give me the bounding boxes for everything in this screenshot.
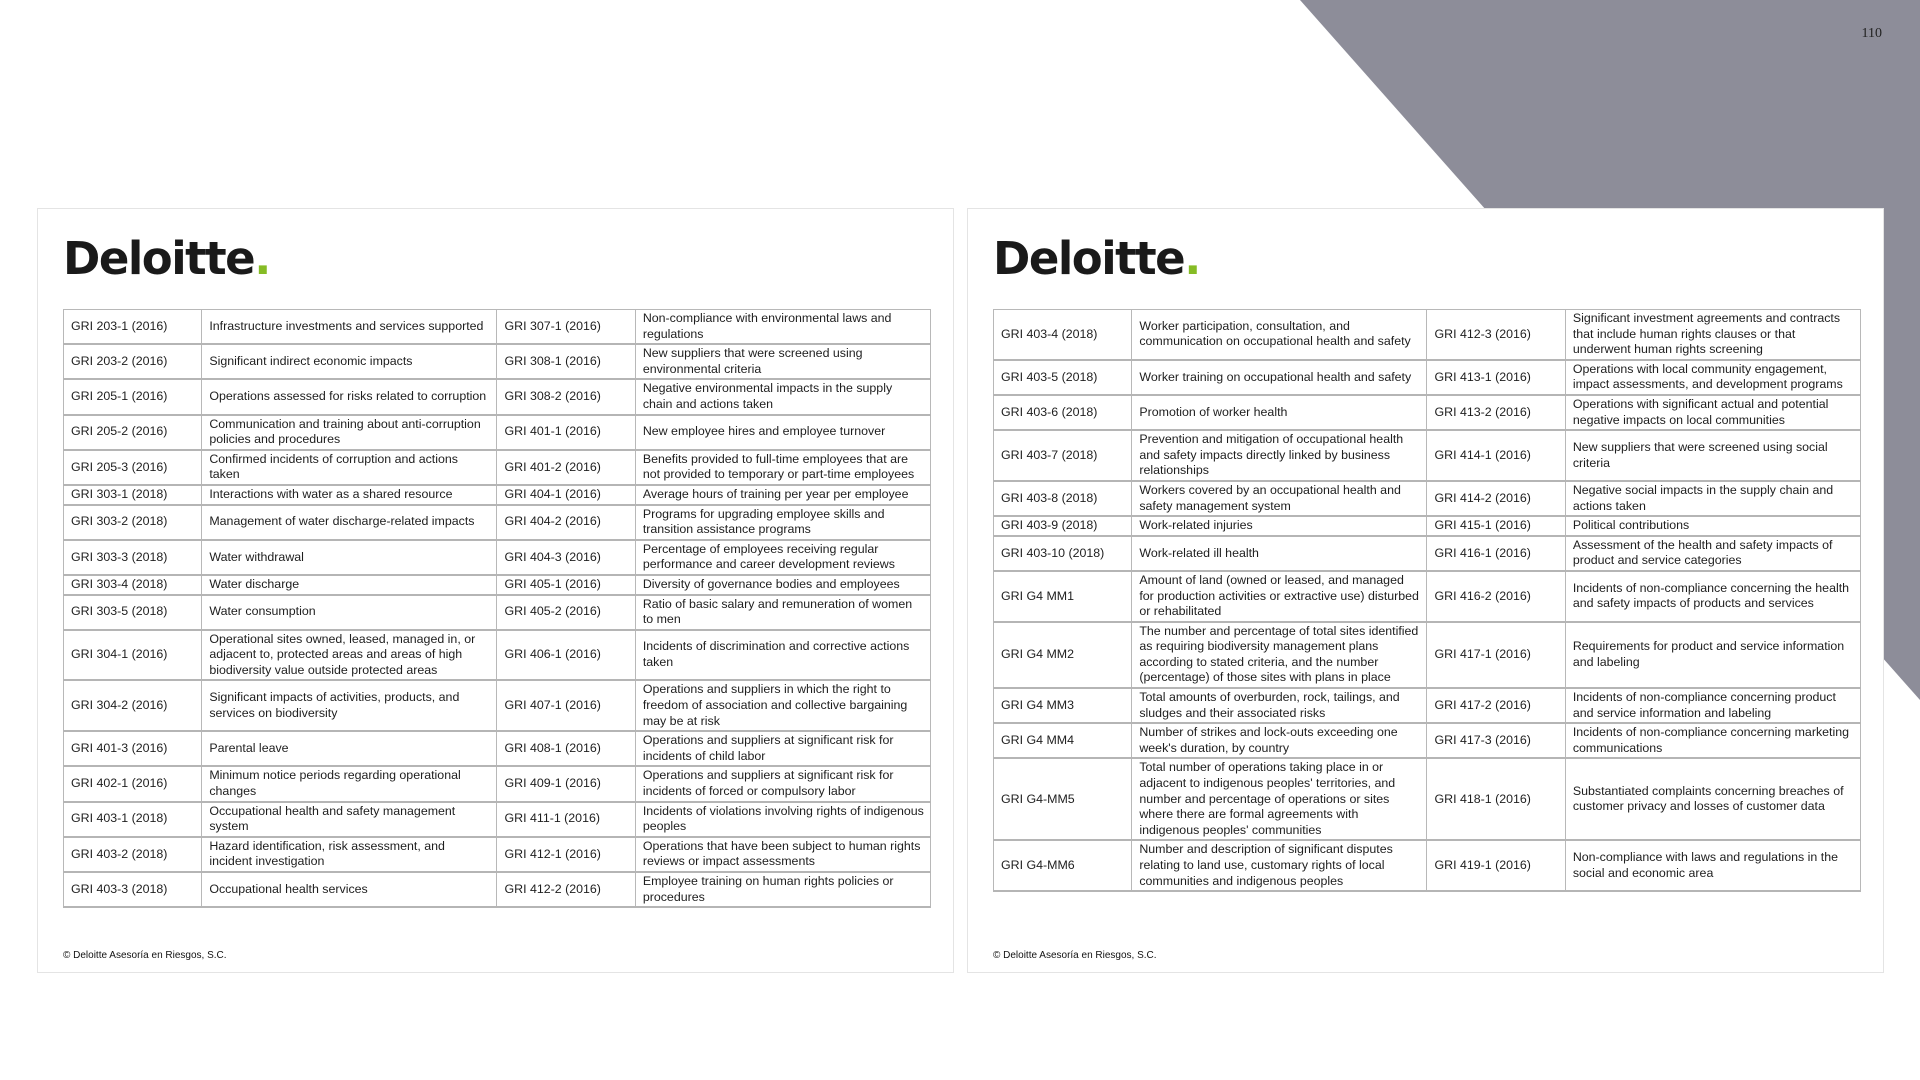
gri-description: Incidents of non-compliance concerning marketing communications (1565, 723, 1860, 758)
gri-description: Work-related injuries (1132, 516, 1427, 536)
gri-code: GRI 307-1 (2016) (497, 310, 635, 345)
table-row (994, 723, 1861, 758)
gri-description: Interactions with water as a shared resource (202, 485, 497, 505)
gri-description: Significant impacts of activities, products, and services on biodiversity (202, 680, 497, 731)
gri-description: Operations and suppliers at significant risk for incidents of child labor (635, 731, 930, 766)
gri-code: GRI G4-MM5 (994, 758, 1132, 840)
gri-description: Requirements for product and service information and labeling (1565, 622, 1860, 688)
gri-code: GRI G4 MM4 (994, 723, 1132, 758)
gri-code: GRI 403-9 (2018) (994, 516, 1132, 536)
gri-description: Negative environmental impacts in the supply chain and actions taken (635, 379, 930, 414)
gri-description: Confirmed incidents of corruption and actions taken (202, 450, 497, 485)
table-row (64, 575, 931, 595)
table-row (64, 595, 931, 630)
table-row (994, 840, 1861, 891)
gri-description: Average hours of training per year per employee (635, 485, 930, 505)
deloitte-logo: Deloitte. (993, 232, 1200, 285)
gri-description: Employee training on human rights policies or procedures (635, 872, 930, 907)
gri-code: GRI 404-2 (2016) (497, 505, 635, 540)
gri-index-table-right (993, 309, 1861, 892)
gri-description: Operations and suppliers at significant risk for incidents of forced or compulsory labor (635, 766, 930, 801)
page-number: 110 (1861, 26, 1882, 41)
gri-description: New suppliers that were screened using environmental criteria (635, 344, 930, 379)
gri-description: New employee hires and employee turnover (635, 415, 930, 450)
gri-description: Water discharge (202, 575, 497, 595)
table-row (994, 481, 1861, 516)
gri-code: GRI 304-1 (2016) (64, 630, 202, 681)
gri-code: GRI 417-1 (2016) (1427, 622, 1565, 688)
table-row (994, 310, 1861, 360)
gri-description: Minimum notice periods regarding operational changes (202, 766, 497, 801)
table-row (64, 540, 931, 575)
gri-description: Hazard identification, risk assessment, and incident investigation (202, 837, 497, 872)
gri-code: GRI 401-1 (2016) (497, 415, 635, 450)
table-row (994, 360, 1861, 395)
gri-description: Significant investment agreements and contracts that include human rights clauses or that underwent human rights screening (1565, 310, 1860, 360)
table-row (994, 688, 1861, 723)
gri-code: GRI 411-1 (2016) (497, 802, 635, 837)
gri-description: Amount of land (owned or leased, and managed for production activities or extractive use) disturbed or rehabilitated (1132, 571, 1427, 622)
gri-description: Non-compliance with laws and regulations in the social and economic area (1565, 840, 1860, 891)
gri-code: GRI 404-1 (2016) (497, 485, 635, 505)
gri-code: GRI G4 MM1 (994, 571, 1132, 622)
table-row (64, 310, 931, 345)
gri-description: Operations with local community engagement, impact assessments, and development programs (1565, 360, 1860, 395)
gri-description: Substantiated complaints concerning breaches of customer privacy and losses of customer data (1565, 758, 1860, 840)
table-row (64, 485, 931, 505)
gri-description: Workers covered by an occupational health and safety management system (1132, 481, 1427, 516)
gri-description: Water withdrawal (202, 540, 497, 575)
gri-description: Percentage of employees receiving regular performance and career development reviews (635, 540, 930, 575)
gri-code: GRI 414-1 (2016) (1427, 430, 1565, 481)
gri-description: Assessment of the health and safety impacts of product and service categories (1565, 536, 1860, 571)
gri-code: GRI 405-2 (2016) (497, 595, 635, 630)
gri-code: GRI 203-2 (2016) (64, 344, 202, 379)
gri-description: Programs for upgrading employee skills and transition assistance programs (635, 505, 930, 540)
gri-description: Infrastructure investments and services supported (202, 310, 497, 345)
gri-description: Total number of operations taking place in or adjacent to indigenous peoples' territories, and number and percentage of operations or sites where there are formal agreements with indigenous peoples' communities (1132, 758, 1427, 840)
gri-code: GRI 403-1 (2018) (64, 802, 202, 837)
gri-code: GRI 403-4 (2018) (994, 310, 1132, 360)
gri-description: Work-related ill health (1132, 536, 1427, 571)
gri-code: GRI 413-1 (2016) (1427, 360, 1565, 395)
gri-code: GRI 303-4 (2018) (64, 575, 202, 595)
gri-code: GRI 406-1 (2016) (497, 630, 635, 681)
gri-description: Prevention and mitigation of occupational health and safety impacts directly linked by business relationships (1132, 430, 1427, 481)
gri-description: Ratio of basic salary and remuneration of women to men (635, 595, 930, 630)
gri-code: GRI 409-1 (2016) (497, 766, 635, 801)
gri-code: GRI 401-2 (2016) (497, 450, 635, 485)
gri-description: Parental leave (202, 731, 497, 766)
gri-code: GRI 205-2 (2016) (64, 415, 202, 450)
table-row (64, 379, 931, 414)
table-row (64, 415, 931, 450)
gri-code: GRI 205-1 (2016) (64, 379, 202, 414)
gri-code: GRI 418-1 (2016) (1427, 758, 1565, 840)
gri-description: Non-compliance with environmental laws and regulations (635, 310, 930, 345)
gri-description: Water consumption (202, 595, 497, 630)
gri-description: Incidents of discrimination and corrective actions taken (635, 630, 930, 681)
table-row (994, 516, 1861, 536)
table-row (64, 837, 931, 872)
gri-code: GRI 412-1 (2016) (497, 837, 635, 872)
gri-code: GRI 416-2 (2016) (1427, 571, 1565, 622)
gri-description: Occupational health and safety management system (202, 802, 497, 837)
table-row (64, 450, 931, 485)
table-row (64, 630, 931, 681)
gri-description: Negative social impacts in the supply chain and actions taken (1565, 481, 1860, 516)
gri-description: Incidents of non-compliance concerning the health and safety impacts of products and services (1565, 571, 1860, 622)
gri-code: GRI 303-5 (2018) (64, 595, 202, 630)
gri-code: GRI 303-3 (2018) (64, 540, 202, 575)
gri-code: GRI 408-1 (2016) (497, 731, 635, 766)
gri-code: GRI 417-2 (2016) (1427, 688, 1565, 723)
gri-code: GRI 417-3 (2016) (1427, 723, 1565, 758)
gri-description: Management of water discharge-related impacts (202, 505, 497, 540)
table-row (994, 571, 1861, 622)
gri-code: GRI 308-1 (2016) (497, 344, 635, 379)
gri-description: Number of strikes and lock-outs exceeding one week's duration, by country (1132, 723, 1427, 758)
gri-code: GRI 203-1 (2016) (64, 310, 202, 345)
gri-description: Operations and suppliers in which the right to freedom of association and collective bargaining may be at risk (635, 680, 930, 731)
gri-description: Operations assessed for risks related to corruption (202, 379, 497, 414)
table-row (994, 395, 1861, 430)
gri-description: Benefits provided to full-time employees that are not provided to temporary or part-time employees (635, 450, 930, 485)
deloitte-logo: Deloitte. (63, 232, 270, 285)
gri-description: Incidents of non-compliance concerning product and service information and labeling (1565, 688, 1860, 723)
slide-left (37, 208, 954, 973)
table-row (64, 766, 931, 801)
table-row (64, 344, 931, 379)
gri-description: Diversity of governance bodies and employees (635, 575, 930, 595)
table-row (64, 680, 931, 731)
copyright-notice: © Deloitte Asesoría en Riesgos, S.C. (993, 950, 1157, 961)
gri-code: GRI 415-1 (2016) (1427, 516, 1565, 536)
gri-code: GRI 402-1 (2016) (64, 766, 202, 801)
copyright-notice: © Deloitte Asesoría en Riesgos, S.C. (63, 950, 227, 961)
gri-code: GRI 403-10 (2018) (994, 536, 1132, 571)
gri-code: GRI 403-8 (2018) (994, 481, 1132, 516)
gri-code: GRI 405-1 (2016) (497, 575, 635, 595)
gri-index-table-left (63, 309, 931, 908)
gri-description: Total amounts of overburden, rock, tailings, and sludges and their associated risks (1132, 688, 1427, 723)
gri-code: GRI 419-1 (2016) (1427, 840, 1565, 891)
gri-code: GRI 303-1 (2018) (64, 485, 202, 505)
gri-description: Worker training on occupational health and safety (1132, 360, 1427, 395)
gri-code: GRI 303-2 (2018) (64, 505, 202, 540)
gri-description: Significant indirect economic impacts (202, 344, 497, 379)
gri-description: Communication and training about anti-corruption policies and procedures (202, 415, 497, 450)
gri-code: GRI 205-3 (2016) (64, 450, 202, 485)
gri-description: Operations with significant actual and potential negative impacts on local communities (1565, 395, 1860, 430)
gri-code: GRI 412-3 (2016) (1427, 310, 1565, 360)
gri-code: GRI 401-3 (2016) (64, 731, 202, 766)
gri-description: Incidents of violations involving rights of indigenous peoples (635, 802, 930, 837)
gri-code: GRI 416-1 (2016) (1427, 536, 1565, 571)
gri-code: GRI 403-2 (2018) (64, 837, 202, 872)
gri-code: GRI 304-2 (2016) (64, 680, 202, 731)
table-row (994, 536, 1861, 571)
table-row (994, 430, 1861, 481)
gri-description: Occupational health services (202, 872, 497, 907)
table-row (64, 731, 931, 766)
gri-code: GRI 414-2 (2016) (1427, 481, 1565, 516)
gri-code: GRI 412-2 (2016) (497, 872, 635, 907)
gri-code: GRI G4 MM3 (994, 688, 1132, 723)
gri-description: The number and percentage of total sites identified as requiring biodiversity management plans according to stated criteria, and the number (percentage) of those sites with plans in place (1132, 622, 1427, 688)
table-row (994, 758, 1861, 840)
table-row (64, 505, 931, 540)
gri-code: GRI 308-2 (2016) (497, 379, 635, 414)
gri-description: Number and description of significant disputes relating to land use, customary rights of local communities and indigenous peoples (1132, 840, 1427, 891)
gri-code: GRI 413-2 (2016) (1427, 395, 1565, 430)
gri-code: GRI G4 MM2 (994, 622, 1132, 688)
gri-code: GRI 403-3 (2018) (64, 872, 202, 907)
gri-description: Political contributions (1565, 516, 1860, 536)
gri-code: GRI 403-6 (2018) (994, 395, 1132, 430)
table-row (64, 872, 931, 907)
gri-code: GRI 404-3 (2016) (497, 540, 635, 575)
gri-description: New suppliers that were screened using social criteria (1565, 430, 1860, 481)
gri-code: GRI G4-MM6 (994, 840, 1132, 891)
gri-description: Operational sites owned, leased, managed in, or adjacent to, protected areas and areas of high biodiversity value outside protected areas (202, 630, 497, 681)
gri-code: GRI 403-7 (2018) (994, 430, 1132, 481)
gri-description: Worker participation, consultation, and communication on occupational health and safety (1132, 310, 1427, 360)
gri-description: Operations that have been subject to human rights reviews or impact assessments (635, 837, 930, 872)
table-row (994, 622, 1861, 688)
slide-right (967, 208, 1884, 973)
gri-code: GRI 407-1 (2016) (497, 680, 635, 731)
gri-description: Promotion of worker health (1132, 395, 1427, 430)
gri-code: GRI 403-5 (2018) (994, 360, 1132, 395)
table-row (64, 802, 931, 837)
